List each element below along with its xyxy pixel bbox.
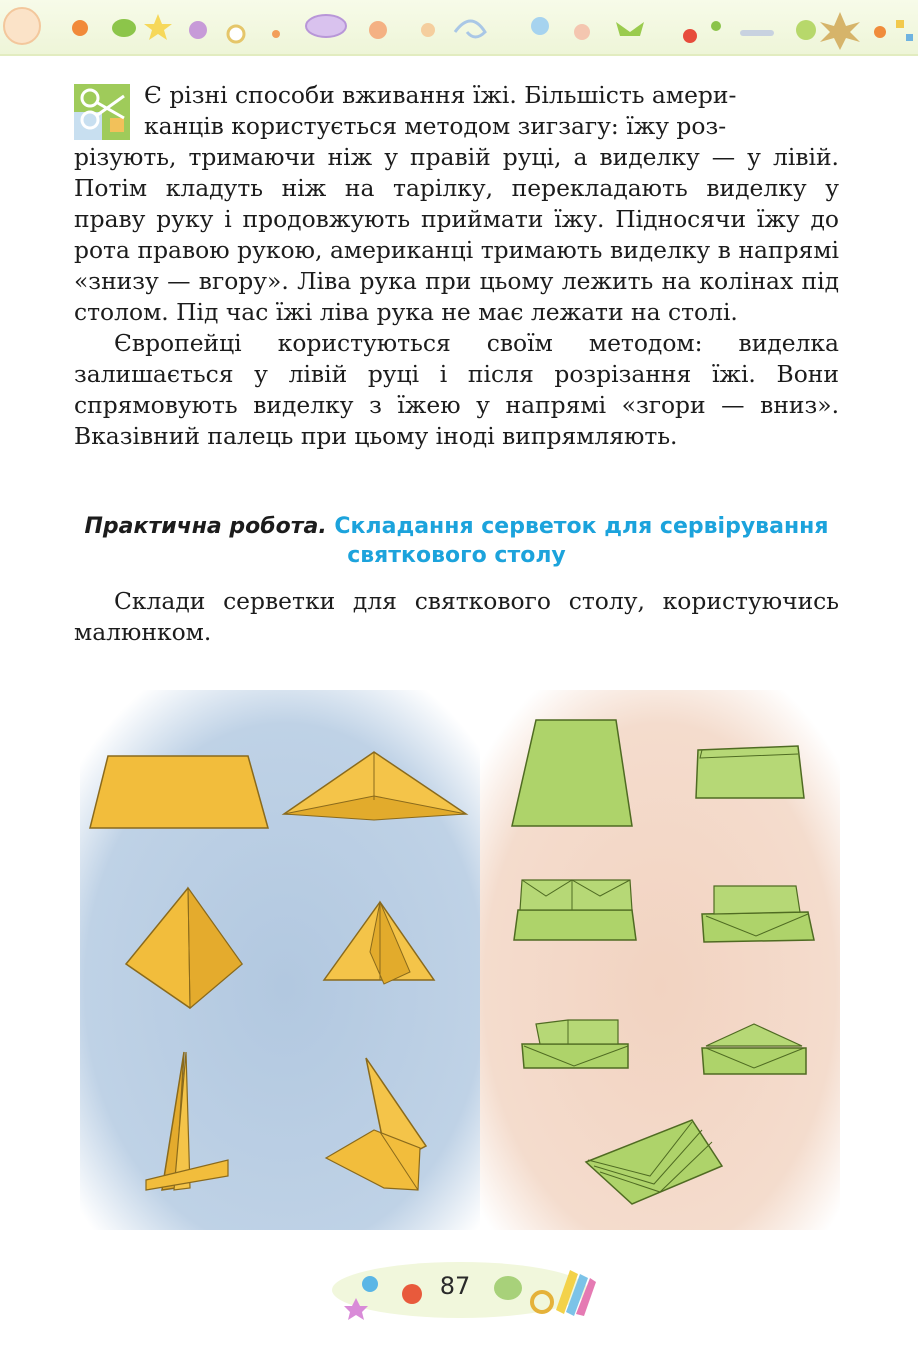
green-napkin-step-5 [522,1020,628,1068]
page-number: 87 [439,1272,471,1300]
page-footer [330,1258,600,1322]
green-napkin-step-3 [514,880,636,940]
paragraph-line-1: Є різні способи вживання їжі. Більшість амери- [144,81,737,109]
practical-work-label: Практична робота. [84,514,327,539]
green-napkin-step-2 [696,746,804,798]
decorative-top-border [0,0,918,56]
scissors-icon [74,84,130,140]
body-text [74,80,839,452]
task-text: Склади серветки для святкового столу, користуючись малюнком. [74,587,839,646]
yellow-napkin-step-1 [90,756,268,828]
napkin-folding-illustration [80,690,840,1230]
paragraph-american-method [74,80,839,328]
paragraph-european-method: Європейці користуються своїм методом: виделка залишається у лівій руці і після розрізання їжі. Вони спрямовують виделку з їжею у напрямі «згори — вниз». Вказівний палець при цьому іноді випрямляють. [74,329,839,450]
practical-work-title: Складання серветок для сервірування святкового столу [334,514,829,568]
paragraph-line-2: канців користується методом зигзагу: їжу роз- [144,112,727,140]
practical-work-heading [74,512,839,570]
green-napkin-step-4 [702,886,814,942]
paragraph-rest: різують, тримаючи ніж у правій руці, а виделку — у лівій. Потім кладуть ніж на тарілку, перекладають виделку у праву руку і продовжують приймати їжу. Підносячи їжу до рота правою рукою, американці тримають виделку в напрямі «знизу — вгору». Ліва рука при цьому лежить на колінах під столом. Під час їжі ліва рука не має лежати на столі. [74,143,839,326]
